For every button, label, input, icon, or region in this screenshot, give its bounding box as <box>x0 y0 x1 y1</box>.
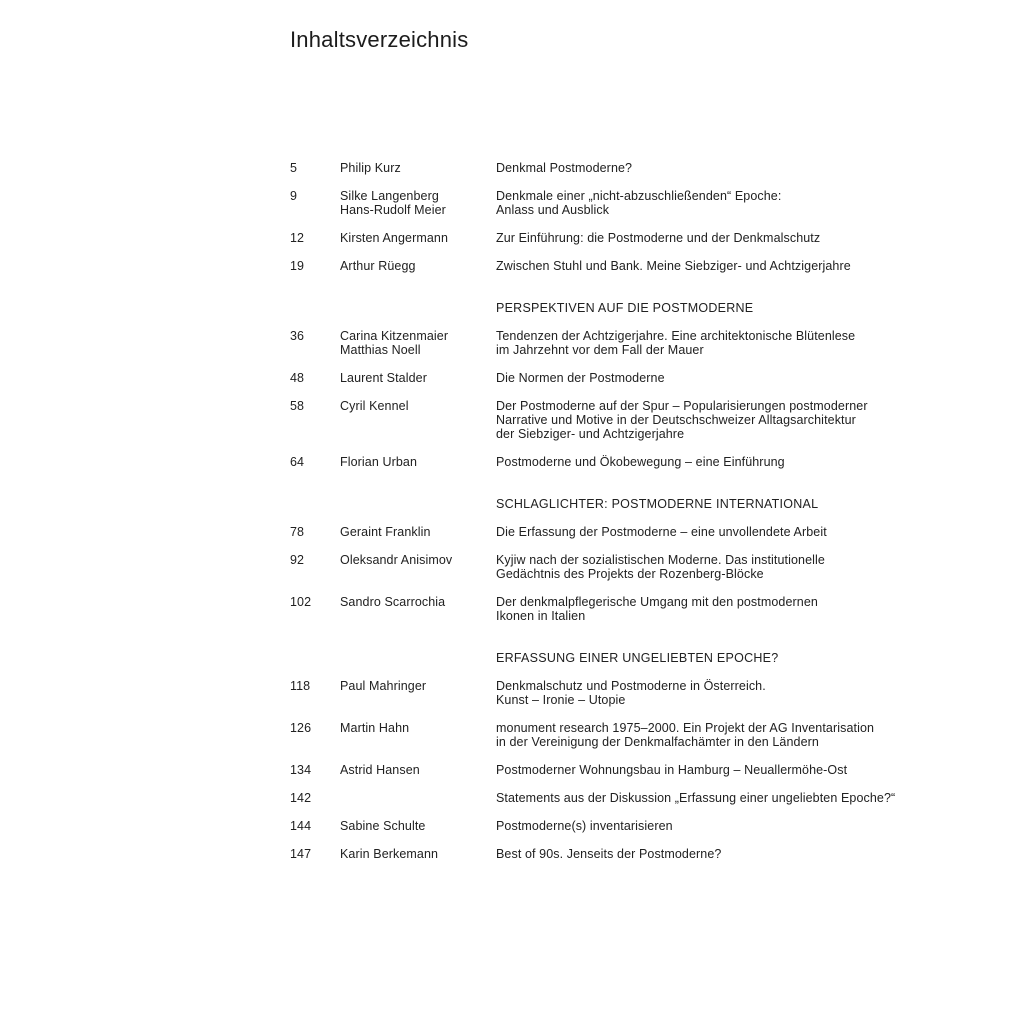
text-line: der Siebziger- und Achtzigerjahre <box>496 427 685 441</box>
entry-title <box>496 399 950 441</box>
text-line: Gedächtnis des Projekts der Rozenberg-Blöcke <box>496 567 764 581</box>
text-line: in der Vereinigung der Denkmalfachämter in den Ländern <box>496 735 819 749</box>
entry-authors <box>340 553 496 567</box>
entry-title <box>496 679 950 707</box>
section-heading: SCHLAGLICHTER: POSTMODERNE INTERNATIONAL <box>496 497 819 511</box>
entry-authors <box>340 847 496 861</box>
spacer-page-column <box>290 301 340 315</box>
text-line: Cyril Kennel <box>340 399 409 413</box>
entry-page-number: 118 <box>290 679 311 693</box>
entry-page-number: 12 <box>290 231 305 245</box>
entry-page-number: 36 <box>290 329 305 343</box>
spacer-author-column <box>340 301 496 315</box>
text-line: Kirsten Angermann <box>340 231 449 245</box>
text-line: Carina Kitzenmaier <box>340 329 449 343</box>
text-line: Sandro Scarrochia <box>340 595 446 609</box>
entry-title <box>496 189 950 217</box>
text-line: Denkmale einer „nicht-abzuschließenden“ Epoche: <box>496 189 782 203</box>
entry-page-number: 134 <box>290 763 312 777</box>
text-line: Ikonen in Italien <box>496 609 586 623</box>
text-line: Die Erfassung der Postmoderne – eine unvollendete Arbeit <box>496 525 827 539</box>
toc-entry <box>290 791 950 805</box>
toc-entry <box>290 189 950 217</box>
entry-title <box>496 721 950 749</box>
entry-page-number: 5 <box>290 161 298 175</box>
entry-title <box>496 525 950 539</box>
entry-page-number: 64 <box>290 455 305 469</box>
entry-title <box>496 161 950 175</box>
spacer-page-column <box>290 651 340 665</box>
entry-authors <box>340 819 496 833</box>
entry-page-number: 144 <box>290 819 312 833</box>
toc-entry <box>290 259 950 273</box>
toc-entry <box>290 721 950 749</box>
section-heading: ERFASSUNG EINER UNGELIEBTEN EPOCHE? <box>496 651 779 665</box>
text-line: Martin Hahn <box>340 721 410 735</box>
entry-page-number: 102 <box>290 595 312 609</box>
text-line: Karin Berkemann <box>340 847 439 861</box>
toc-entry <box>290 679 950 707</box>
text-line: Anlass und Ausblick <box>496 203 610 217</box>
entry-authors <box>340 525 496 539</box>
toc-entry <box>290 161 950 175</box>
spacer-page-column <box>290 497 340 511</box>
entry-authors <box>340 161 496 175</box>
text-line: Zur Einführung: die Postmoderne und der Denkmalschutz <box>496 231 821 245</box>
text-line: Statements aus der Diskussion „Erfassung einer ungeliebten Epoche?“ <box>496 791 896 805</box>
entry-authors <box>340 399 496 413</box>
entry-title <box>496 763 950 777</box>
entry-title <box>496 231 950 245</box>
spacer-author-column <box>340 497 496 511</box>
entry-page-number: 58 <box>290 399 305 413</box>
text-line: Sabine Schulte <box>340 819 426 833</box>
text-line: Florian Urban <box>340 455 418 469</box>
toc-entry <box>290 553 950 581</box>
entry-authors <box>340 371 496 385</box>
text-line: Postmoderne(s) inventarisieren <box>496 819 673 833</box>
toc-entry <box>290 455 950 469</box>
text-line: Paul Mahringer <box>340 679 427 693</box>
text-line: Arthur Rüegg <box>340 259 416 273</box>
toc-entry <box>290 329 950 357</box>
toc-entry <box>290 231 950 245</box>
text-line: Oleksandr Anisimov <box>340 553 453 567</box>
entry-title <box>496 791 950 805</box>
entry-authors <box>340 189 496 217</box>
entry-title <box>496 847 950 861</box>
entry-page-number: 19 <box>290 259 305 273</box>
entry-authors <box>340 679 496 693</box>
entry-authors <box>340 595 496 609</box>
entry-page-number: 92 <box>290 553 305 567</box>
entry-title <box>496 371 950 385</box>
entry-authors <box>340 455 496 469</box>
text-line: Zwischen Stuhl und Bank. Meine Siebziger- und Achtzigerjahre <box>496 259 851 273</box>
text-line: Narrative und Motive in der Deutschschweizer Alltagsarchitektur <box>496 413 856 427</box>
entry-title <box>496 329 950 357</box>
text-line: Denkmal Postmoderne? <box>496 161 633 175</box>
entry-authors <box>340 763 496 777</box>
text-line: monument research 1975–2000. Ein Projekt der AG Inventarisation <box>496 721 875 735</box>
entry-title <box>496 553 950 581</box>
text-line: Laurent Stalder <box>340 371 427 385</box>
toc-entry <box>290 763 950 777</box>
text-line: Kyjiw nach der sozialistischen Moderne. Das institutionelle <box>496 553 825 567</box>
toc-entry <box>290 525 950 539</box>
text-line: Hans-Rudolf Meier <box>340 203 446 217</box>
text-line: Der Postmoderne auf der Spur – Popularisierungen postmoderner <box>496 399 868 413</box>
spacer-author-column <box>340 651 496 665</box>
entry-title <box>496 595 950 623</box>
text-line: Postmoderner Wohnungsbau in Hamburg – Neuallermöhe-Ost <box>496 763 848 777</box>
entry-page-number: 126 <box>290 721 312 735</box>
entry-authors <box>340 721 496 735</box>
text-line: Tendenzen der Achtzigerjahre. Eine architektonische Blütenlese <box>496 329 856 343</box>
table-of-contents <box>290 161 950 875</box>
text-line: Silke Langenberg <box>340 189 439 203</box>
text-line: Denkmalschutz und Postmoderne in Österreich. <box>496 679 766 693</box>
toc-entry <box>290 371 950 385</box>
toc-section-heading-row <box>290 651 950 665</box>
text-line: Best of 90s. Jenseits der Postmoderne? <box>496 847 722 861</box>
entry-title <box>496 819 950 833</box>
entry-authors <box>340 231 496 245</box>
entry-page-number: 48 <box>290 371 305 385</box>
toc-entry <box>290 399 950 441</box>
text-line: Matthias Noell <box>340 343 421 357</box>
entry-authors <box>340 791 496 805</box>
entry-authors <box>340 329 496 357</box>
toc-entry <box>290 595 950 623</box>
text-line: Der denkmalpflegerische Umgang mit den postmodernen <box>496 595 818 609</box>
text-line: Die Normen der Postmoderne <box>496 371 665 385</box>
entry-authors <box>340 259 496 273</box>
toc-entry <box>290 847 950 861</box>
text-line: Kunst – Ironie – Utopie <box>496 693 626 707</box>
text-line: Geraint Franklin <box>340 525 431 539</box>
text-line: im Jahrzehnt vor dem Fall der Mauer <box>496 343 704 357</box>
text-line: Postmoderne und Ökobewegung – eine Einführung <box>496 455 785 469</box>
toc-section-heading-row <box>290 301 950 315</box>
entry-page-number: 78 <box>290 525 305 539</box>
page-title: Inhaltsverzeichnis <box>290 27 469 52</box>
text-line: Philip Kurz <box>340 161 401 175</box>
text-line: Astrid Hansen <box>340 763 420 777</box>
entry-page-number: 142 <box>290 791 312 805</box>
toc-section-heading-row <box>290 497 950 511</box>
entry-page-number: 9 <box>290 189 298 203</box>
toc-entry <box>290 819 950 833</box>
section-heading: PERSPEKTIVEN AUF DIE POSTMODERNE <box>496 301 754 315</box>
entry-title <box>496 259 950 273</box>
entry-title <box>496 455 950 469</box>
entry-page-number: 147 <box>290 847 312 861</box>
